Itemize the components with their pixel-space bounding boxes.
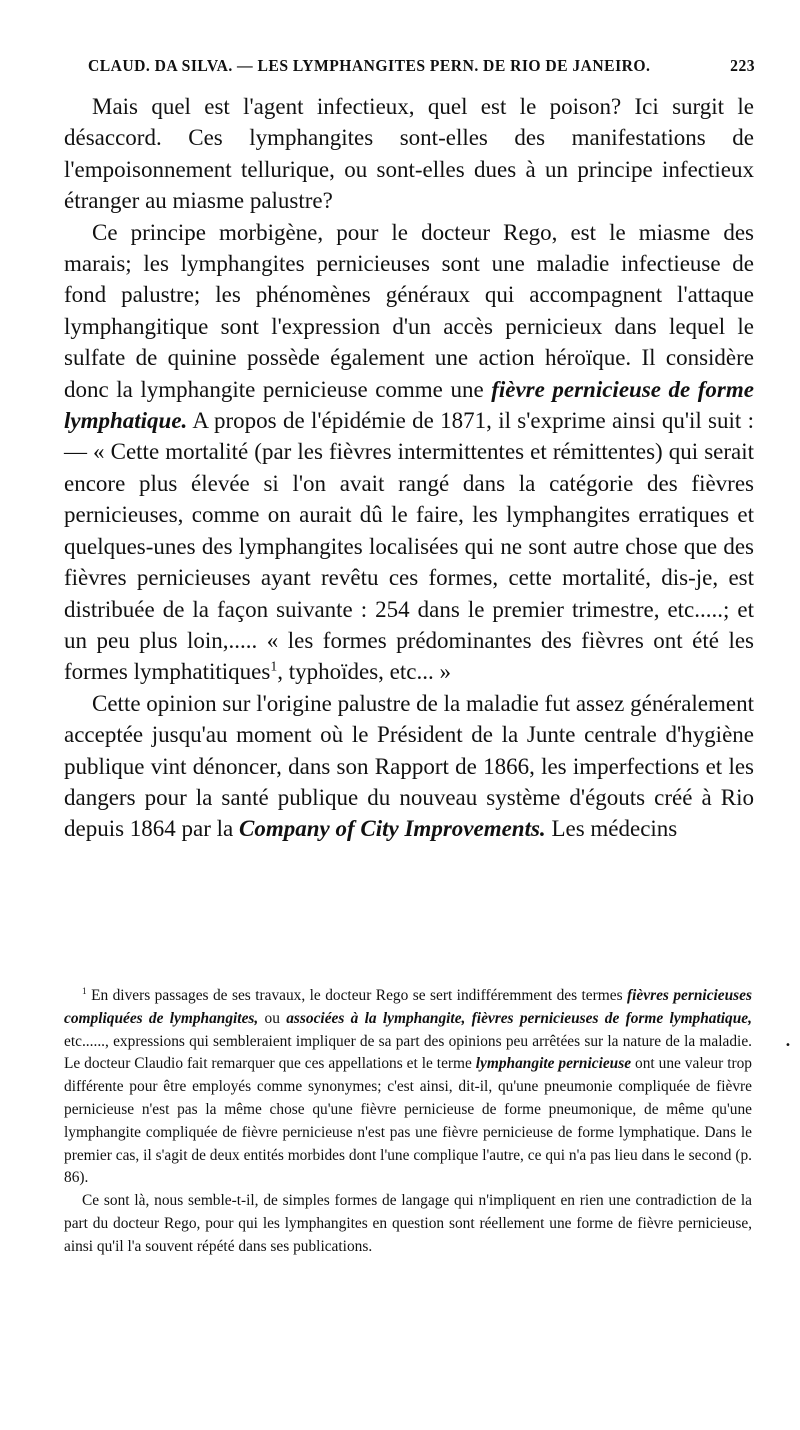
paragraph-3-text-a: Cette opinion sur l'origine palustre de la maladie fut assez généralement acceptée jusqu'au moment où le Président de la Junte centrale d'hygiène publique vint dénoncer, dans son Rapport de 1866, les imperfections et les dangers pour la santé publique du nouveau système d'égouts créé à Rio depuis 1864 par la (64, 690, 754, 842)
paragraph-3 (64, 688, 754, 845)
footnote-1-emphasis-2: associées à la lymphangite, fièvres pernicieuses de forme lymphatique, (286, 1009, 752, 1027)
footnote-1 (64, 985, 752, 1190)
footnote-1-text-d: ont une valeur trop différente pour être employés comme synonymes; c'est ainsi, dit-il, qu'une pneumonie compliquée de fièvre pernicieuse n'est pas la même chose qu'une fièvre pernicieuse de forme pneumonique, de même qu'une lymphangite compliquée de fièvre pernicieuse n'est pas une fièvre pernicieuse de forme lymphatique. Dans le premier cas, il s'agit de deux entités morbides dont l'une complique l'autre, ce qui n'a pas lieu dans le second (p. 86). (64, 1055, 753, 1187)
page-number: 223 (730, 56, 755, 75)
footnote-1-continuation (64, 1190, 752, 1258)
footnote-1-text-c: etc......, expressions qui sembleraient impliquer de sa part des opinions peu arrêtées sur la nature de la maladie. Le docteur Claudio fait remarquer que ces appellations et le terme (64, 1032, 752, 1073)
footnote-1-continuation-text: Ce sont là, nous semble-t-il, de simples formes de langage qui n'impliquent en rien une contradiction de la part du docteur Rego, pour qui les lymphangites en question sont réellement une forme de fièvre pernicieuse, ainsi qu'il l'a souvent répété dans ses publications. (64, 1192, 752, 1255)
paragraph-3-text-b: Les médecins (545, 816, 678, 842)
margin-mark: • (785, 1040, 791, 1051)
footnotes (64, 985, 752, 1259)
running-title: CLAUD. DA SILVA. — LES LYMPHANGITES PERN. DE RIO DE JANEIRO. (88, 56, 651, 75)
paragraph-2-text-a: Ce principe morbigène, pour le docteur Rego, est le miasme des marais; les lymphangites pernicieuses sont une maladie infectieuse de fond palustre; les phénomènes généraux qui accompagnent l'attaque lymphangitique sont l'expression d'un accès pernicieux dans lequel le sulfate de quinine possède également une action héroïque. Il considère donc la lymphangite pernicieuse comme une (64, 219, 754, 402)
paragraph-1-text: Mais quel est l'agent infectieux, quel est le poison? Ici surgit le désaccord. Ces lymphangites sont-elles des manifestations de l'empoisonnement tellurique, ou sont-elles dues à un principe infectieux étranger au miasme palustre? (64, 94, 754, 214)
running-header (88, 56, 755, 88)
main-text (64, 91, 754, 845)
paragraph-2-text-c: , typhoïdes, etc... » (277, 659, 451, 685)
footnote-1-emphasis-3: lymphangite pernicieuse (475, 1055, 632, 1073)
paragraph-3-emphasis: Company of City Improvements. (239, 816, 546, 842)
paragraph-1 (64, 91, 754, 217)
paragraph-2 (64, 217, 754, 688)
footnote-1-text-a: En divers passages de ses travaux, le docteur Rego se sert indifféremment des termes (86, 987, 628, 1004)
footnote-1-mark: 1 (82, 985, 87, 996)
footnote-1-emphasis-1: fièvres pernicieuses compliquées de lymphangites, (64, 987, 752, 1027)
paragraph-2-emphasis: fièvre pernicieuse de forme lymphatique. (64, 376, 754, 434)
paragraph-2-text-b: A propos de l'épidémie de 1871, il s'exprime ainsi qu'il suit : — « Cette mortalité (par les fièvres intermittentes et rémittentes) qui serait encore plus élevée si l'on avait rangé dans la catégorie des fièvres pernicieuses, comme on aurait dû le faire, les lymphangites erratiques et quelques-unes des lymphangites localisées qui ne sont autre chose que des fièvres pernicieuses ayant revêtu ces formes, cette mortalité, dis-je, est distribuée de la façon suivante : 254 dans le premier trimestre, etc.....; et un peu plus loin,..... « les formes prédominantes des fièvres ont été les formes lymphatitiques (64, 408, 754, 685)
footnote-1-text-b: ou (258, 1009, 287, 1027)
footnote-ref-1: 1 (270, 658, 278, 674)
